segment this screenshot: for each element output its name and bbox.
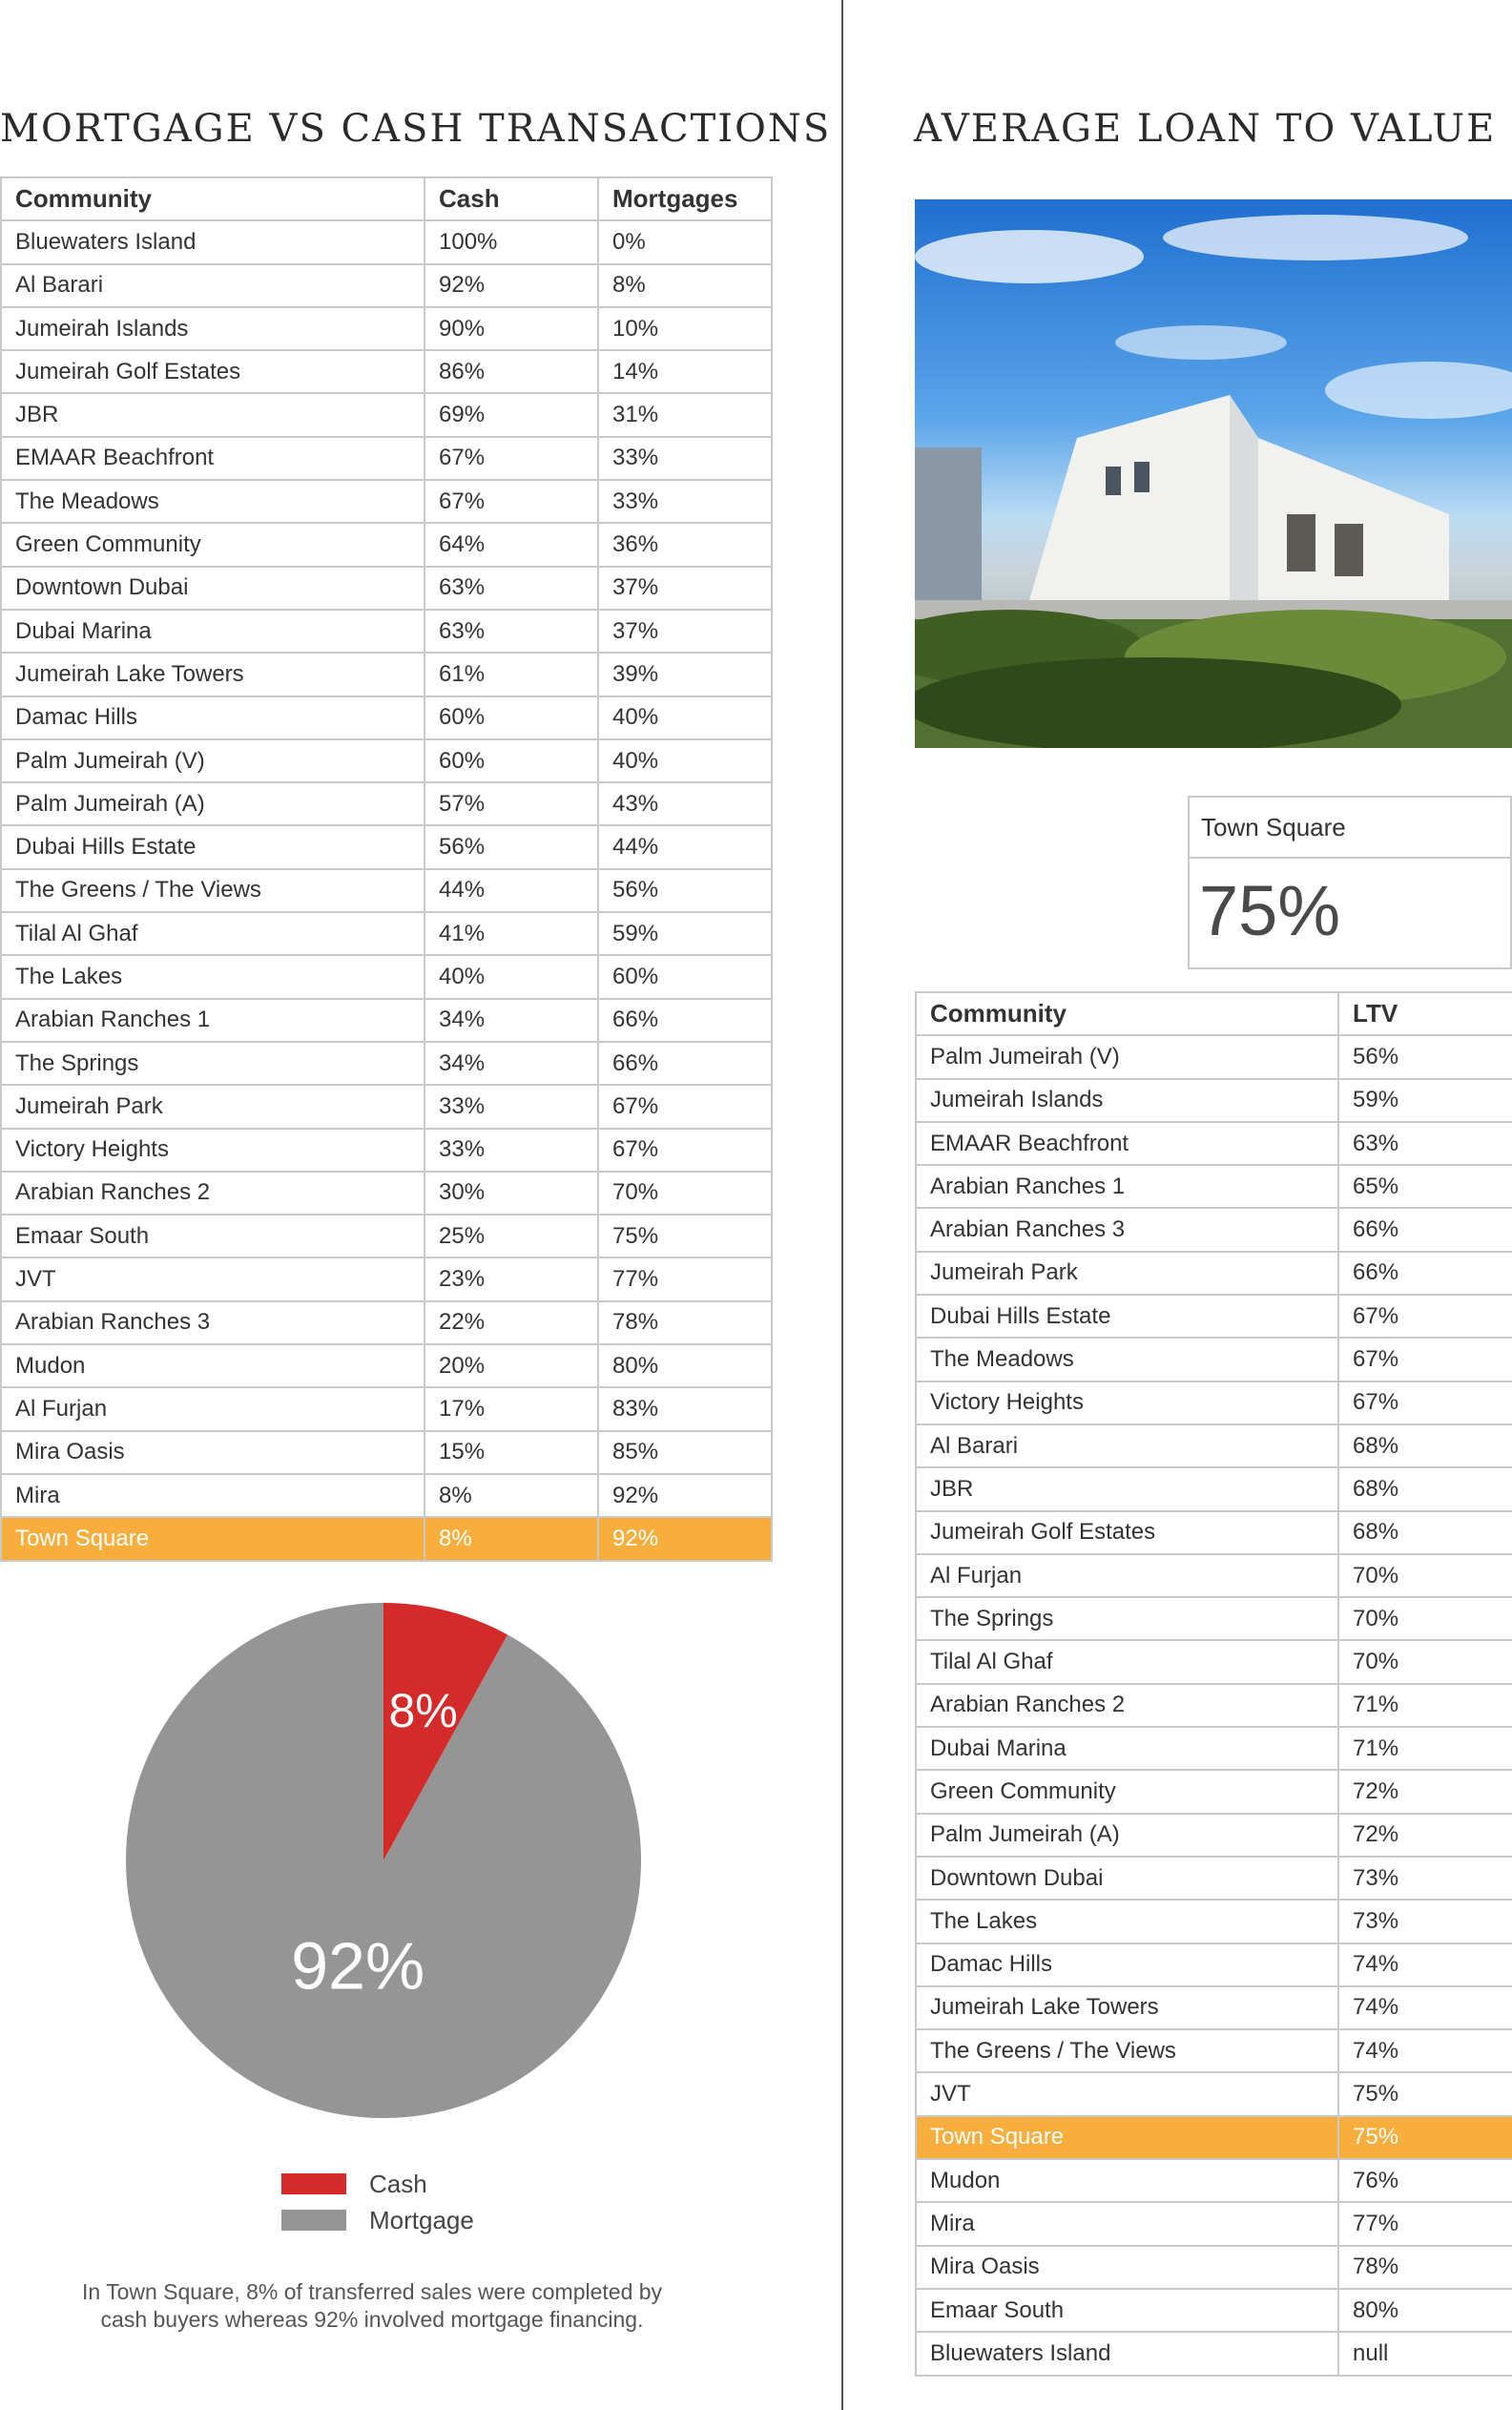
table-cell: Jumeirah Islands — [916, 1079, 1338, 1122]
table-cell: 86% — [425, 350, 598, 393]
table-cell: 39% — [598, 653, 772, 696]
table-cell: 63% — [1338, 1122, 1512, 1165]
table-cell: 67% — [425, 480, 598, 523]
mortgage-cash-table-body — [1, 220, 772, 1560]
table-cell: Dubai Hills Estate — [916, 1295, 1338, 1338]
table-row — [916, 2246, 1512, 2289]
average-ltv-title: AVERAGE LOAN TO VALUE — [914, 107, 1497, 151]
table-row — [916, 1814, 1512, 1857]
table-cell: Mudon — [1, 1344, 425, 1387]
table-cell: Dubai Hills Estate — [1, 825, 425, 868]
table-cell: Al Barari — [1, 264, 425, 307]
table-cell: 68% — [1338, 1424, 1512, 1467]
table-cell: Victory Heights — [1, 1129, 425, 1172]
table-row — [916, 1338, 1512, 1381]
table-row — [1, 912, 772, 955]
table-header-row — [916, 992, 1512, 1035]
table-cell: Bluewaters Island — [916, 2332, 1338, 2375]
table-row — [916, 2332, 1512, 2375]
table-cell: 74% — [1338, 1943, 1512, 1986]
table-cell: 44% — [425, 869, 598, 912]
table-cell: 75% — [1338, 2116, 1512, 2159]
table-cell: Mudon — [916, 2159, 1338, 2202]
table-header-row — [1, 177, 772, 220]
table-cell: 15% — [425, 1431, 598, 1474]
table-cell: 41% — [425, 912, 598, 955]
table-cell: 8% — [425, 1517, 598, 1560]
table-row — [916, 1122, 1512, 1165]
table-row — [1, 1517, 772, 1560]
table-cell: 10% — [598, 307, 772, 350]
cash-mortgage-pie-chart — [123, 1600, 644, 2121]
table-cell: 17% — [425, 1387, 598, 1430]
table-cell: 67% — [1338, 1382, 1512, 1424]
table-row — [1, 653, 772, 696]
table-cell: 67% — [598, 1129, 772, 1172]
ltv-table — [915, 991, 1512, 2377]
table-row — [916, 1511, 1512, 1554]
header-community: Community — [916, 992, 1338, 1035]
table-cell: 67% — [598, 1085, 772, 1128]
pie-caption: In Town Square, 8% of transferred sales were completed by cash buyers whereas 92% involved mortgage financing. — [81, 2279, 663, 2332]
table-row — [1, 393, 772, 436]
table-row — [916, 1597, 1512, 1640]
table-row — [1, 1085, 772, 1128]
table-cell: Jumeirah Golf Estates — [1, 350, 425, 393]
table-cell: 68% — [1338, 1467, 1512, 1510]
table-row — [916, 1035, 1512, 1078]
table-cell: The Springs — [1, 1042, 425, 1085]
table-cell: The Lakes — [1, 955, 425, 998]
table-cell: Jumeirah Golf Estates — [916, 1511, 1338, 1554]
table-cell: Al Furjan — [916, 1554, 1338, 1597]
table-cell: 71% — [1338, 1684, 1512, 1727]
table-cell: Green Community — [1, 523, 425, 566]
table-cell: 92% — [598, 1474, 772, 1517]
table-row — [1, 1387, 772, 1430]
table-cell: Jumeirah Lake Towers — [1, 653, 425, 696]
table-cell: The Meadows — [916, 1338, 1338, 1381]
table-row — [1, 955, 772, 998]
table-row — [1, 523, 772, 566]
table-cell: 64% — [425, 523, 598, 566]
table-cell: 71% — [1338, 1727, 1512, 1770]
table-row — [1, 437, 772, 480]
table-cell: Town Square — [1, 1517, 425, 1560]
table-cell: 33% — [598, 437, 772, 480]
table-cell: 59% — [1338, 1079, 1512, 1122]
table-row — [1, 1474, 772, 1517]
table-cell: 33% — [598, 480, 772, 523]
table-row — [1, 350, 772, 393]
table-row — [916, 1727, 1512, 1770]
table-row — [916, 1900, 1512, 1943]
table-row — [916, 2202, 1512, 2245]
table-cell: Emaar South — [1, 1215, 425, 1257]
table-cell: 36% — [598, 523, 772, 566]
table-row — [916, 1424, 1512, 1467]
table-row — [916, 1467, 1512, 1510]
table-cell: 77% — [598, 1257, 772, 1300]
table-cell: 75% — [1338, 2072, 1512, 2115]
table-cell: Palm Jumeirah (A) — [1, 782, 425, 825]
table-cell: Arabian Ranches 1 — [1, 999, 425, 1042]
townhouse-photo — [915, 199, 1512, 748]
table-row — [1, 1129, 772, 1172]
table-row — [1, 825, 772, 868]
table-row — [916, 2289, 1512, 2332]
table-row — [916, 1770, 1512, 1813]
table-cell: 40% — [598, 739, 772, 782]
table-cell: Palm Jumeirah (V) — [1, 739, 425, 782]
table-row — [1, 1042, 772, 1085]
legend-label-mortgage: Mortgage — [369, 2205, 474, 2234]
table-cell: 22% — [425, 1301, 598, 1344]
table-cell: 72% — [1338, 1770, 1512, 1813]
table-cell: 75% — [598, 1215, 772, 1257]
table-cell: 100% — [425, 220, 598, 263]
table-cell: 31% — [598, 393, 772, 436]
table-row — [1, 1431, 772, 1474]
table-cell: 20% — [425, 1344, 598, 1387]
table-row — [1, 264, 772, 307]
table-cell: Palm Jumeirah (V) — [916, 1035, 1338, 1078]
townhouse-photo-illustration — [915, 199, 1512, 748]
table-cell: Al Furjan — [1, 1387, 425, 1430]
legend-item-cash — [281, 2166, 474, 2202]
table-cell: Mira — [1, 1474, 425, 1517]
table-cell: 61% — [425, 653, 598, 696]
table-row — [1, 1344, 772, 1387]
table-row — [1, 1301, 772, 1344]
table-row — [916, 1079, 1512, 1122]
callout-value: 75% — [1199, 871, 1341, 950]
table-cell: 70% — [598, 1172, 772, 1215]
table-cell: 74% — [1338, 2029, 1512, 2072]
table-row — [1, 1215, 772, 1257]
table-cell: 78% — [598, 1301, 772, 1344]
table-cell: Jumeirah Lake Towers — [916, 1986, 1338, 2029]
table-cell: 80% — [1338, 2289, 1512, 2332]
table-cell: 0% — [598, 220, 772, 263]
table-cell: JBR — [1, 393, 425, 436]
table-cell: Jumeirah Park — [1, 1085, 425, 1128]
table-cell: The Greens / The Views — [1, 869, 425, 912]
table-cell: Emaar South — [916, 2289, 1338, 2332]
table-cell: 90% — [425, 307, 598, 350]
table-cell: EMAAR Beachfront — [1, 437, 425, 480]
table-cell: JVT — [1, 1257, 425, 1300]
table-cell: 74% — [1338, 1986, 1512, 2029]
table-cell: 92% — [598, 1517, 772, 1560]
table-cell: Jumeirah Islands — [1, 307, 425, 350]
table-row — [916, 2116, 1512, 2159]
table-row — [1, 739, 772, 782]
table-cell: 37% — [598, 610, 772, 653]
table-cell: 85% — [598, 1431, 772, 1474]
table-cell: 66% — [1338, 1252, 1512, 1295]
table-cell: Downtown Dubai — [1, 567, 425, 610]
table-row — [1, 480, 772, 523]
table-cell: 70% — [1338, 1640, 1512, 1683]
table-cell: EMAAR Beachfront — [916, 1122, 1338, 1165]
table-cell: 56% — [598, 869, 772, 912]
table-cell: Green Community — [916, 1770, 1338, 1813]
table-cell: Mira — [916, 2202, 1338, 2245]
table-cell: The Springs — [916, 1597, 1338, 1640]
table-cell: 8% — [425, 1474, 598, 1517]
table-cell: 66% — [598, 1042, 772, 1085]
table-cell: 60% — [598, 955, 772, 998]
table-cell: 69% — [425, 393, 598, 436]
table-cell: 63% — [425, 610, 598, 653]
table-cell: Downtown Dubai — [916, 1857, 1338, 1900]
table-cell: 66% — [598, 999, 772, 1042]
legend-swatch-mortgage — [281, 2210, 346, 2231]
table-cell: Tilal Al Ghaf — [1, 912, 425, 955]
table-cell: null — [1338, 2332, 1512, 2375]
table-cell: Bluewaters Island — [1, 220, 425, 263]
callout-label: Town Square — [1190, 798, 1510, 859]
table-cell: 14% — [598, 350, 772, 393]
table-cell: Al Barari — [916, 1424, 1338, 1467]
table-cell: 33% — [425, 1085, 598, 1128]
table-row — [1, 869, 772, 912]
header-ltv: LTV — [1338, 992, 1512, 1035]
table-cell: 34% — [425, 1042, 598, 1085]
table-row — [916, 1554, 1512, 1597]
table-cell: Damac Hills — [916, 1943, 1338, 1986]
mortgage-cash-table — [0, 177, 773, 1562]
table-row — [1, 220, 772, 263]
table-cell: 23% — [425, 1257, 598, 1300]
table-row — [1, 307, 772, 350]
table-cell: 56% — [1338, 1035, 1512, 1078]
table-row — [916, 2072, 1512, 2115]
table-cell: 56% — [425, 825, 598, 868]
table-cell: Dubai Marina — [916, 1727, 1338, 1770]
table-row — [1, 999, 772, 1042]
table-cell: 67% — [1338, 1295, 1512, 1338]
table-cell: 77% — [1338, 2202, 1512, 2245]
table-cell: Arabian Ranches 3 — [916, 1208, 1338, 1251]
table-cell: 67% — [1338, 1338, 1512, 1381]
legend-item-mortgage — [281, 2202, 474, 2238]
table-cell: 65% — [1338, 1165, 1512, 1208]
table-row — [916, 1684, 1512, 1727]
table-cell: The Meadows — [1, 480, 425, 523]
table-cell: 72% — [1338, 1814, 1512, 1857]
legend-swatch-cash — [281, 2173, 346, 2194]
table-cell: Jumeirah Park — [916, 1252, 1338, 1295]
table-cell: Arabian Ranches 1 — [916, 1165, 1338, 1208]
table-cell: 30% — [425, 1172, 598, 1215]
mortgage-vs-cash-title: MORTGAGE VS CASH TRANSACTIONS — [0, 107, 832, 151]
table-cell: Palm Jumeirah (A) — [916, 1814, 1338, 1857]
table-cell: 8% — [598, 264, 772, 307]
table-row — [916, 1857, 1512, 1900]
table-cell: 73% — [1338, 1857, 1512, 1900]
table-cell: 73% — [1338, 1900, 1512, 1943]
table-cell: 43% — [598, 782, 772, 825]
table-row — [916, 1208, 1512, 1251]
table-cell: 34% — [425, 999, 598, 1042]
table-row — [1, 610, 772, 653]
table-row — [916, 1640, 1512, 1683]
header-mortgages: Mortgages — [598, 177, 772, 220]
table-cell: 66% — [1338, 1208, 1512, 1251]
table-row — [916, 1252, 1512, 1295]
table-cell: 92% — [425, 264, 598, 307]
table-cell: Mira Oasis — [916, 2246, 1338, 2289]
table-cell: 37% — [598, 567, 772, 610]
table-row — [1, 567, 772, 610]
table-cell: 25% — [425, 1215, 598, 1257]
table-cell: 80% — [598, 1344, 772, 1387]
table-cell: 57% — [425, 782, 598, 825]
table-row — [1, 1257, 772, 1300]
header-community: Community — [1, 177, 425, 220]
table-cell: Tilal Al Ghaf — [916, 1640, 1338, 1683]
table-cell: 78% — [1338, 2246, 1512, 2289]
table-row — [916, 1295, 1512, 1338]
table-cell: 44% — [598, 825, 772, 868]
table-row — [916, 1382, 1512, 1424]
table-cell: 60% — [425, 739, 598, 782]
table-cell: Damac Hills — [1, 696, 425, 739]
table-cell: Mira Oasis — [1, 1431, 425, 1474]
table-row — [1, 696, 772, 739]
table-cell: Dubai Marina — [1, 610, 425, 653]
header-cash: Cash — [425, 177, 598, 220]
table-cell: Arabian Ranches 2 — [1, 1172, 425, 1215]
table-row — [916, 1986, 1512, 2029]
table-cell: Arabian Ranches 3 — [1, 1301, 425, 1344]
table-cell: JBR — [916, 1467, 1338, 1510]
ltv-table-body — [916, 1035, 1512, 2375]
table-cell: 83% — [598, 1387, 772, 1430]
table-cell: 60% — [425, 696, 598, 739]
pie-label-mortgage: 92% — [291, 1928, 425, 2004]
table-cell: 33% — [425, 1129, 598, 1172]
table-cell: The Lakes — [916, 1900, 1338, 1943]
table-row — [1, 1172, 772, 1215]
table-cell: Town Square — [916, 2116, 1338, 2159]
table-row — [916, 1943, 1512, 1986]
table-cell: 59% — [598, 912, 772, 955]
table-cell: 63% — [425, 567, 598, 610]
table-cell: Arabian Ranches 2 — [916, 1684, 1338, 1727]
column-divider — [841, 0, 843, 2410]
table-row — [916, 2159, 1512, 2202]
table-cell: 67% — [425, 437, 598, 480]
table-cell: JVT — [916, 2072, 1338, 2115]
table-cell: The Greens / The Views — [916, 2029, 1338, 2072]
pie-label-cash: 8% — [388, 1683, 458, 1737]
table-cell: Victory Heights — [916, 1382, 1338, 1424]
table-row — [1, 782, 772, 825]
table-cell: 70% — [1338, 1554, 1512, 1597]
legend-label-cash: Cash — [369, 2169, 427, 2198]
table-cell: 40% — [598, 696, 772, 739]
table-cell: 70% — [1338, 1597, 1512, 1640]
table-cell: 76% — [1338, 2159, 1512, 2202]
table-cell: 68% — [1338, 1511, 1512, 1554]
town-square-ltv-callout — [1188, 796, 1512, 969]
pie-legend — [281, 2166, 474, 2238]
pie-slice-mortgage — [126, 1603, 641, 2118]
table-cell: 40% — [425, 955, 598, 998]
table-row — [916, 1165, 1512, 1208]
table-row — [916, 2029, 1512, 2072]
